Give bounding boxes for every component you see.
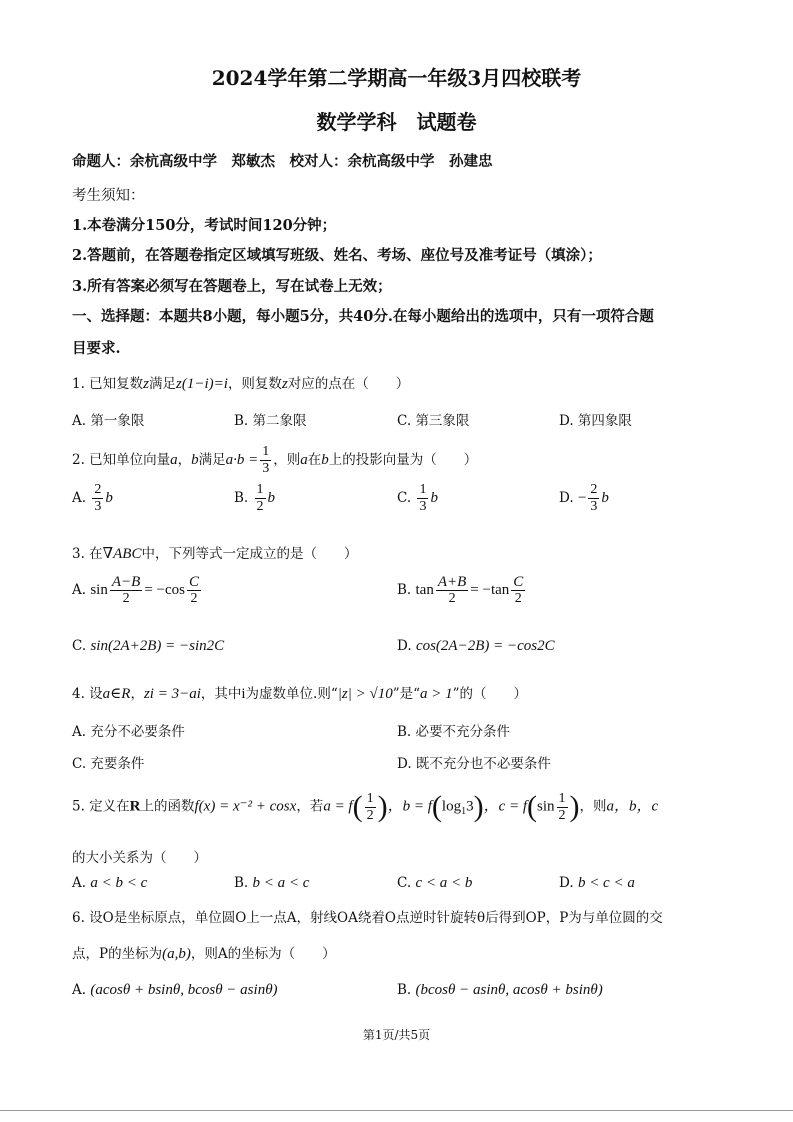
- q2-opt-a-frac: [92, 482, 103, 515]
- q2-text-a: 2. 已知单位向量: [72, 452, 171, 468]
- section-heading: 一、选择题：本题共8小题，每小题5分，共40分.在每小题给出的选项中，只有一项符合题: [72, 308, 654, 325]
- q1-option-d: D. 第四象限: [559, 413, 632, 429]
- q3-opt-b-den1: 2: [448, 591, 456, 606]
- q2-opt-c-frac: [417, 482, 428, 515]
- q5-vars: a，b，c: [606, 798, 659, 815]
- page-bottom-divider: [0, 1110, 793, 1111]
- q5-opt-a-label: A.: [72, 875, 87, 891]
- q4-cond-1: a∈R: [102, 686, 131, 702]
- q4-text-d: 为虚数单位.则“: [245, 686, 338, 702]
- q1-var-z-2: z: [281, 376, 288, 392]
- question-1: [72, 372, 409, 393]
- q4-cond-3: |z| > √10: [337, 686, 393, 702]
- q4-option-c: C. 充要条件: [72, 756, 145, 772]
- q5-reals: R: [129, 798, 141, 815]
- q6-text-a: 点，P的坐标为: [72, 946, 163, 962]
- q3-opt-a-label: A.: [72, 582, 87, 598]
- q2-opt-c-num: 1: [419, 482, 427, 497]
- q5-opt-d-label: D.: [559, 875, 574, 891]
- q2-opt-b-label: B.: [234, 490, 249, 506]
- q2-frac-num: 1: [262, 444, 270, 459]
- q3-opt-b-label: B.: [397, 582, 412, 598]
- q3-option-d: [397, 638, 555, 655]
- q3-text-b: 中，下列等式一定成立的是（ ）: [141, 546, 358, 562]
- q4-text-f: ”的（ ）: [452, 686, 528, 702]
- notice-item-1: 1.本卷满分150分，考试时间120分钟；: [72, 217, 337, 234]
- q6-text-b: ，则A的坐标为（ ）: [190, 946, 336, 962]
- q5-option-c: [397, 875, 472, 892]
- question-5: 5. 定义在R上的函数f(x) = x⁻² + cosx，若a = f( $\frac{1}{2}$ )，$b = f(\log_13)$，c = f(sin $\frac{1}{2}$ )，则a，b，c: [72, 790, 659, 823]
- q4-cond-4: a > 1: [420, 686, 453, 702]
- q5-a-frac: [365, 791, 376, 824]
- q2-text-f: 上的投影向量为（ ）: [328, 452, 478, 468]
- q2-opt-d-num: 2: [590, 482, 598, 497]
- q5-text-c: ，若: [296, 798, 324, 815]
- q3-opt-a-num1: A−B: [111, 574, 141, 590]
- q4-option-a: A. 充分不必要条件: [72, 724, 185, 740]
- q5-opt-d-expr: b < c < a: [577, 875, 635, 891]
- q6-option-b: [397, 982, 603, 999]
- q2-vec-b: b: [191, 452, 199, 468]
- q5-b-def: ，b = f: [387, 798, 432, 815]
- q5-opt-c-label: C.: [397, 875, 412, 891]
- q2-vec-a-2: a: [300, 452, 308, 468]
- q1-option-b: B. 第二象限: [234, 413, 307, 429]
- q1-text-c: ，则复数: [227, 376, 282, 392]
- q5-c-sin: sin: [537, 798, 555, 815]
- q3-option-b: [397, 574, 527, 607]
- q2-opt-b-vec: b: [267, 490, 276, 506]
- q5-a-num: 1: [366, 790, 374, 806]
- q5-opt-c-expr: c < a < b: [415, 875, 473, 891]
- q3-opt-a-frac2: [187, 574, 201, 607]
- q1-option-a: A. 第一象限: [72, 413, 145, 429]
- notice-heading: 考生须知：: [72, 188, 145, 204]
- page-footer: 第1页/共5页: [362, 1028, 431, 1042]
- q5-b-base: 1: [461, 806, 467, 818]
- q5-line-2: 的大小关系为（ ）: [72, 850, 207, 866]
- q3-opt-c-label: C.: [72, 638, 87, 654]
- q5-option-d: [559, 875, 635, 892]
- q3-opt-d-expr: cos(2A−2B) = −cos2C: [415, 638, 555, 654]
- q4-text-a: 4. 设: [72, 686, 103, 702]
- q2-vec-b-2: b: [321, 452, 329, 468]
- q5-c-def: ，c = f: [483, 798, 528, 815]
- q6-opt-a-expr: (acosθ + bsinθ, bcosθ − asinθ): [90, 982, 278, 998]
- q2-opt-d-sign: −: [577, 490, 587, 506]
- q5-text-d: ，则: [579, 798, 607, 815]
- q3-opt-b-frac2: [511, 574, 525, 607]
- q6-opt-a-label: A.: [72, 982, 87, 998]
- q4-text-c: ，其中: [200, 686, 242, 702]
- q2-vec-a: a: [170, 452, 178, 468]
- q5-opt-b-label: B.: [234, 875, 249, 891]
- q3-option-a: [72, 574, 203, 607]
- q1-var-z: z: [143, 376, 150, 392]
- q6-coord: (a,b): [162, 946, 191, 962]
- q2-text-e: 在: [307, 452, 322, 468]
- q4-option-b: B. 必要不充分条件: [397, 724, 511, 740]
- q2-option-c: [397, 482, 438, 515]
- q5-a-def: a = f: [323, 798, 353, 815]
- question-2: [72, 444, 477, 477]
- q3-opt-c-expr: sin(2A+2B) = −sin2C: [90, 638, 225, 654]
- q3-option-c: [72, 638, 224, 655]
- q5-c-den: 2: [558, 807, 566, 823]
- q5-function: f(x) = x⁻² + cosx: [194, 798, 297, 815]
- q4-text-b: ，: [130, 686, 144, 702]
- q3-opt-b-num2: C: [513, 574, 524, 590]
- q3-opt-b-func: tan: [415, 582, 434, 598]
- q2-fraction: [260, 444, 271, 477]
- q2-text-d: ，则: [273, 452, 301, 468]
- q2-opt-a-label: A.: [72, 490, 87, 506]
- q1-equation: z(1−i)=i: [176, 376, 228, 392]
- q2-opt-a-den: 3: [94, 499, 102, 514]
- q3-opt-a-mid: = −cos: [144, 582, 185, 598]
- q5-opt-b-expr: b < a < c: [252, 875, 310, 891]
- q2-frac-den: 3: [262, 461, 270, 476]
- q3-opt-b-den2: 2: [514, 591, 522, 606]
- q4-option-d: D. 既不充分也不必要条件: [397, 756, 551, 772]
- q5-c-frac: [557, 791, 568, 824]
- q6-opt-b-expr: (bcosθ − asinθ, acosθ + bsinθ): [415, 982, 603, 998]
- q1-option-c: C. 第三象限: [397, 413, 470, 429]
- q2-opt-d-frac: [588, 482, 599, 515]
- q2-opt-b-den: 2: [256, 499, 264, 514]
- q3-opt-d-label: D.: [397, 638, 412, 654]
- q4-imag-unit: i: [241, 686, 246, 702]
- q2-opt-b-frac: [255, 482, 266, 515]
- question-3: [72, 542, 357, 563]
- q6-opt-b-label: B.: [397, 982, 412, 998]
- q2-opt-d-vec: b: [601, 490, 609, 506]
- q2-option-a: [72, 482, 113, 515]
- q6-option-a: [72, 982, 278, 999]
- q5-b-arg: 3: [466, 798, 474, 815]
- q3-opt-a-frac1: [110, 574, 142, 607]
- q3-triangle: ∇ABC: [102, 546, 142, 562]
- q3-text-a: 3. 在: [72, 546, 103, 562]
- q1-text-d: 对应的点在（ ）: [287, 376, 410, 392]
- q3-opt-b-mid: = −tan: [470, 582, 510, 598]
- q6-line-2: [72, 942, 336, 963]
- question-6: 6. 设O是坐标原点，单位圆O上一点A，射线OA绕着O点逆时针旋转θ后得到OP，P为与单位圆的交: [72, 910, 663, 926]
- section-heading-cont: 目要求.: [72, 340, 121, 357]
- q2-option-b: [234, 482, 275, 515]
- q2-opt-d-den: 3: [590, 499, 598, 514]
- exam-subtitle: 数学学科 试题卷: [316, 110, 477, 134]
- q2-opt-a-vec: b: [105, 490, 113, 506]
- q5-b-log: log: [441, 798, 462, 815]
- q2-opt-c-den: 3: [419, 499, 427, 514]
- q5-text-a: 5. 定义在: [72, 798, 130, 815]
- q2-dot-product: a·b =: [225, 452, 259, 468]
- q4-cond-2: zi = 3−ai: [143, 686, 201, 702]
- q2-opt-d-label: D.: [559, 490, 574, 506]
- q3-opt-a-den1: 2: [122, 591, 130, 606]
- q3-opt-a-den2: 2: [190, 591, 198, 606]
- q2-text-b: ，: [177, 452, 192, 468]
- q2-opt-c-vec: b: [430, 490, 438, 506]
- q5-a-den: 2: [366, 807, 374, 823]
- q3-opt-a-num2: C: [188, 574, 199, 590]
- q5-c-num: 1: [558, 790, 566, 806]
- q2-opt-a-num: 2: [94, 482, 102, 497]
- notice-item-2: 2.答题前，在答题卷指定区域填写班级、姓名、考场、座位号及准考证号（填涂）；: [72, 247, 602, 264]
- q2-opt-b-num: 1: [256, 482, 264, 497]
- q2-option-d: [559, 482, 609, 515]
- q1-text-a: 1. 已知复数: [72, 376, 144, 392]
- notice-item-3: 3.所有答案必须写在答题卷上，写在试卷上无效；: [72, 278, 392, 295]
- q2-text-c: 满足: [198, 452, 226, 468]
- q4-text-e: ”是“: [392, 686, 421, 702]
- q3-opt-b-frac1: [436, 574, 468, 607]
- q2-opt-c-label: C.: [397, 490, 412, 506]
- authors-line: 命题人：余杭高级中学 郑敏杰 校对人：余杭高级中学 孙建忠: [72, 153, 493, 170]
- q3-opt-b-num1: A+B: [437, 574, 467, 590]
- q1-text-b: 满足: [149, 376, 177, 392]
- q5-opt-a-expr: a < b < c: [90, 875, 148, 891]
- q5-option-b: [234, 875, 309, 892]
- q5-option-a: [72, 875, 147, 892]
- q5-text-b: 上的函数: [140, 798, 195, 815]
- q3-opt-a-func: sin: [90, 582, 108, 598]
- exam-title: 2024学年第二学期高一年级3月四校联考: [211, 66, 582, 90]
- question-4: [72, 682, 527, 703]
